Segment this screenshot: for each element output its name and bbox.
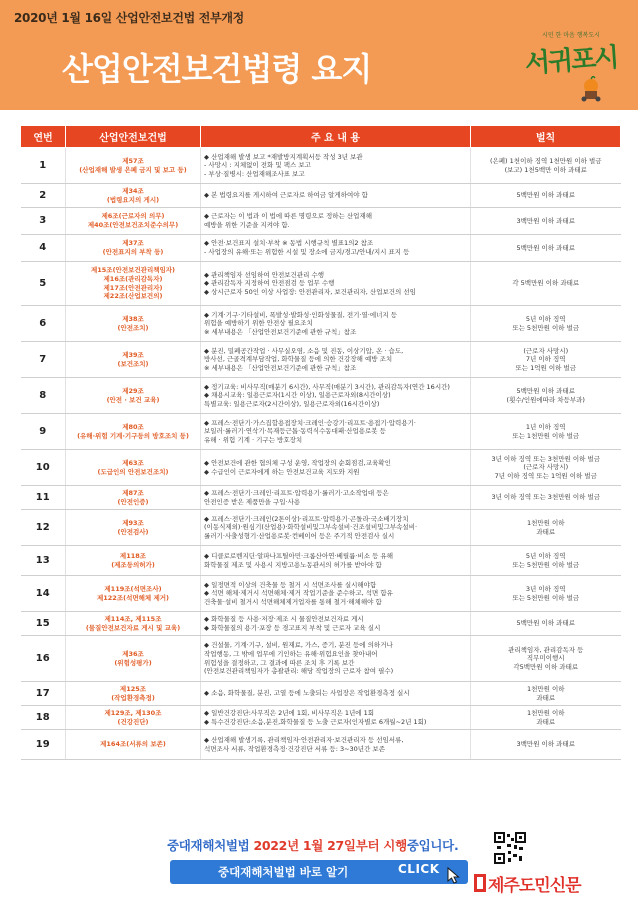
table-row <box>21 306 621 342</box>
law-article-line: (유해·위험 기계·기구등의 방호조치 등) <box>77 431 189 440</box>
main-content-line: 방사선, 근골격계부담작업, 화학물질 등에 의한 건강장해 예방 조치 <box>204 355 393 364</box>
main-content-line: ◆ 수급인이 근로자에게 하는 안전보건교육 지도와 지원 <box>204 467 360 476</box>
main-content-line: ◆ 디클로로벤지딘·알파나프틸아민·크롬산아연·베릴륨·비소 등 유해 <box>204 551 393 560</box>
main-content-cell <box>201 486 471 510</box>
law-article-line: 제122조(석면해체 제거) <box>96 593 169 602</box>
main-content-line: ◆ 안전보건에 관한 협의체 구성 운영, 작업장의 순회점검,교육확인 <box>204 458 391 467</box>
main-content-cell <box>201 208 471 235</box>
main-content-line: ◆ 화학물질의 용기·포장 등 경고표지 부착 및 근로자 교육 실시 <box>204 623 381 632</box>
penalty-line: 3백만원 이하 과태료 <box>516 740 575 749</box>
click-label: CLICK <box>398 862 440 876</box>
penalty-cell <box>471 414 621 450</box>
row-number: 13 <box>21 546 66 576</box>
logo-wordmark: 서귀포시 <box>524 42 619 80</box>
main-content-line: 위험성을 결정하고, 그 결과에 따른 조치 후 기록 보간 <box>204 658 355 667</box>
row-number: 7 <box>21 342 66 378</box>
table-row <box>21 262 621 306</box>
penalty-line: 과태료 <box>536 717 556 726</box>
table-row <box>21 510 621 546</box>
table-row <box>21 636 621 682</box>
penalty-cell <box>471 450 621 486</box>
main-content-line: 롤러기·사출성형기·산업용로봇·컨베이어 등은 주기적 안전검사 실시 <box>204 531 395 540</box>
page-title: 산업안전보건법령 요지 <box>62 50 372 88</box>
law-article-line: 제125조 <box>119 684 147 693</box>
main-content-line: 화학물질 제조 및 사용시 지방고용노동관서의 허가를 받아야 함 <box>204 560 382 569</box>
penalty-line: 7년 이하 징역 또는 1억원 이하 벌금 <box>494 471 597 480</box>
main-content-line: 예방을 위한 기준을 지켜야 함. <box>204 221 290 229</box>
main-content-line: ◆ 프레스·전단기·가스집합용접장치·크레인·승강기·리프트·용접기·압력용기· <box>204 418 416 427</box>
law-article-line: (산업재해 발생 은폐 금지 및 보고 등) <box>79 165 187 174</box>
law-article-cell <box>66 306 201 342</box>
penalty-cell <box>471 612 621 636</box>
enforcement-notice <box>167 836 458 854</box>
penalty-cell <box>471 342 621 378</box>
penalty-cell <box>471 235 621 262</box>
law-article-line: (물질안전보건자료 게시 및 교육) <box>85 623 181 632</box>
penalty-cell <box>471 682 621 706</box>
qr-code-icon[interactable] <box>494 832 526 864</box>
main-content-line: ◆ 화학물질 등 사용·저장·제조 시 물질안전보건자료 게시 <box>204 614 364 623</box>
penalty-line: 또는 5천만원 이하 벌금 <box>512 593 580 602</box>
penalty-line: 1천만원 이하 <box>526 708 565 717</box>
main-content-cell <box>201 306 471 342</box>
law-info-link-button[interactable] <box>170 860 468 884</box>
row-number: 4 <box>21 235 66 262</box>
law-article-cell <box>66 208 201 235</box>
law-article-line: 제119조(석면조사) <box>104 584 162 593</box>
row-number: 19 <box>21 730 66 760</box>
row-number: 10 <box>21 450 66 486</box>
main-content-line: ◆ 소음, 화학물질, 분진, 고열 등에 노출되는 사업장은 작업환경측정 실시 <box>204 689 410 698</box>
table-row <box>21 342 621 378</box>
main-content-line: 작업행동, 그 밖에 업무에 기인하는 유해·위험요인을 찾아내어 <box>204 649 378 658</box>
penalty-cell <box>471 184 621 208</box>
law-article-line: 제57조 <box>122 156 144 165</box>
row-number: 2 <box>21 184 66 208</box>
penalty-line: 5백만원 이하 과태료 <box>516 191 575 200</box>
main-content-line: ◆ 분진, 밀폐공간작업 · 사무실오염, 소음 및 진동, 이상기압, 온 · 습도, <box>204 346 404 355</box>
main-content-line: ◆ 상시근로자 50인 이상 사업장: 안전관리자, 보건관리자, 산업보건의 선임 <box>204 287 416 296</box>
penalty-line: 3년 이하 징역 또는 3천만원 이하 벌금 <box>491 493 601 502</box>
main-content-cell <box>201 546 471 576</box>
penalty-line: 과태료 <box>536 527 556 536</box>
penalty-line: 또는 5천만원 이하 벌금 <box>512 323 580 332</box>
law-summary-table <box>20 125 620 760</box>
logo-slogan: 시민 한 마음 행복도시 <box>542 32 600 39</box>
penalty-line: 5년 이하 징역 <box>525 551 566 560</box>
law-article-cell <box>66 546 201 576</box>
law-article-line: 제93조 <box>122 518 144 527</box>
main-content-cell <box>201 510 471 546</box>
table-row <box>21 148 621 184</box>
law-article-line: 제16조(관리감독자) <box>103 274 163 283</box>
penalty-cell <box>471 706 621 730</box>
law-article-line: (도급인의 안전보건조치) <box>97 467 169 476</box>
revision-date-note: 2020년 1월 16일 산업안전보건법 전부개정 <box>14 11 244 25</box>
law-article-line: 제39조 <box>122 350 144 359</box>
tangerine-mascot-icon <box>576 76 606 102</box>
law-article-cell <box>66 342 201 378</box>
main-content-line: ◆ 기계·기구·기타설비, 폭발성·발화성·인화성물질, 전기·열·에너지 등 <box>204 310 398 319</box>
main-content-line: ◆ 특수건강진단:소음,분진,화학물질 등 노출 근로자(인자별로 6개월~2년 1회) <box>204 717 427 726</box>
law-article-line: 제34조 <box>122 186 144 195</box>
law-article-cell <box>66 235 201 262</box>
law-article-line: (안전인증) <box>117 497 149 506</box>
penalty-line: 5년 이하 징역 <box>525 314 566 323</box>
penalty-cell <box>471 262 621 306</box>
column-header-content: 주 요 내 용 <box>201 126 471 148</box>
newspaper-name: 제주도민신문 <box>488 876 581 896</box>
main-content-line: ◆ 정기교육: 비사무직(매분기 6시간), 사무직(매분기 3시간), 관리감독자(연간 16시간) <box>204 382 450 391</box>
penalty-cell <box>471 510 621 546</box>
main-content-line: (안전보건관리책임자가 총괄관리: 해당 작업장의 근로자 참여 필수) <box>204 667 394 676</box>
law-article-cell <box>66 262 201 306</box>
penalty-line: 1천만원 이하 <box>526 518 565 527</box>
law-article-line: (보건조치) <box>117 359 149 368</box>
table-header-row <box>21 126 621 148</box>
law-article-line: 제29조 <box>122 386 144 395</box>
penalty-line: 또는 5천만원 이하 벌금 <box>512 560 580 569</box>
law-article-line: (제조등의허가) <box>111 560 155 569</box>
table-row <box>21 208 621 235</box>
main-content-line: ◆ 채용시교육: 일용근로자(1시간 이상), 일용근로자외(8시간이상) <box>204 391 391 400</box>
row-number: 17 <box>21 682 66 706</box>
law-article-cell <box>66 184 201 208</box>
penalty-line: 5백만원 이하 과태료 <box>516 619 575 628</box>
table-row <box>21 235 621 262</box>
header-banner <box>0 0 638 110</box>
table-row <box>21 730 621 760</box>
main-content-line: ◆ 석면 해체·제거시 석면해체·제거 작업기준을 준수하고, 석면 함유 <box>204 589 393 598</box>
law-article-cell <box>66 612 201 636</box>
main-content-cell <box>201 636 471 682</box>
main-content-cell <box>201 235 471 262</box>
penalty-cell <box>471 306 621 342</box>
row-number: 1 <box>21 148 66 184</box>
table-row <box>21 486 621 510</box>
penalty-line: 5백만원 이하 과태료 <box>516 386 575 395</box>
law-article-line: 제37조 <box>122 239 144 248</box>
newspaper-logo-icon <box>474 874 486 892</box>
law-article-line: 제38조 <box>122 314 144 323</box>
penalty-line: 5백만원 이하 과태료 <box>516 243 575 252</box>
law-article-line: 제129조, 제130조 <box>104 708 162 717</box>
penalty-line: (은폐) 1천이하 징역 1천만원 이하 벌금 <box>489 156 602 165</box>
table-row <box>21 450 621 486</box>
law-article-line: 제87조 <box>122 488 144 497</box>
main-content-cell <box>201 730 471 760</box>
main-content-line: ◆ 일정면적 이상의 건축물 등 철거 시 석면조사를 실시해야함 <box>204 580 377 589</box>
law-article-line: 제40조(안전보건조치준수의무) <box>87 221 179 229</box>
penalty-line: 3백만원 이하 과태료 <box>516 216 575 225</box>
main-content-line: ※ 세부내용은 「산업안전보건기준에 관한 규칙」참조 <box>204 363 357 372</box>
main-content-cell <box>201 342 471 378</box>
law-article-line: 제6조(근로자의 의무) <box>101 212 165 221</box>
law-article-line: (안전조치) <box>117 323 149 332</box>
law-article-cell <box>66 450 201 486</box>
penalty-cell <box>471 378 621 414</box>
main-content-line: 석면조사 서류, 작업환경측정·건강진단 서류 등: 3~30년간 보존 <box>204 744 385 753</box>
penalty-line: 과태료 <box>536 693 556 702</box>
law-article-line: 제118조 <box>119 551 147 560</box>
penalty-cell <box>471 546 621 576</box>
penalty-line: (근로자 사망시) <box>523 463 569 472</box>
main-content-line: ◆ 안전·보건표지 설치·부착 ※ 동법 시행규칙 별표1의2 참조 <box>204 239 374 248</box>
main-content-cell <box>201 148 471 184</box>
main-content-line: 위험을 예방하기 위한 안전상 필요조치 <box>204 319 313 328</box>
law-article-line: 제80조 <box>122 422 144 431</box>
main-content-line: 보일러·롤러기·연삭기·목재등근톱·동력식수동대패·산업용로봇 등 <box>204 427 386 436</box>
column-header-number: 연번 <box>21 126 66 148</box>
row-number: 8 <box>21 378 66 414</box>
law-article-line: 제164조(서류의 보존) <box>100 740 166 749</box>
main-content-cell <box>201 450 471 486</box>
penalty-line: 각5백만원 이하 과태료 <box>513 662 579 671</box>
row-number: 12 <box>21 510 66 546</box>
penalty-cell <box>471 148 621 184</box>
law-article-cell <box>66 636 201 682</box>
row-number: 15 <box>21 612 66 636</box>
penalty-line: 또는 1천만원 이하 벌금 <box>512 431 580 440</box>
main-content-cell <box>201 414 471 450</box>
main-content-line: ◆ 프레스·전단기·크레인(2톤이상)·리프트·압력용기·곤돌라·국소배기장치 <box>204 514 409 523</box>
law-article-line: 제22조(산업보건의) <box>103 292 163 301</box>
main-content-line: 특별교육: 일용근로자(2시간이상), 일용근로자외(16시간이상) <box>204 399 380 408</box>
law-article-line: (안전검사) <box>117 527 149 536</box>
table-row <box>21 706 621 730</box>
table-row <box>21 682 621 706</box>
row-number: 9 <box>21 414 66 450</box>
main-content-line: - 부상·질병시: 산업재해조사표 보고 <box>204 169 305 178</box>
law-article-line: 제15조(안전보건관리책임자) <box>90 266 176 275</box>
row-number: 3 <box>21 208 66 235</box>
penalty-line: 직무미이행시 <box>526 654 565 663</box>
main-content-line: ※ 세부내용은 「산업안전보건기준에 관한 규칙」참조 <box>204 327 357 336</box>
notice-prefix: 중대재해처벌법 <box>167 838 254 853</box>
law-article-line: (법령요지의 게시) <box>106 195 160 204</box>
main-content-line: ◆ 산업재해 발생 보고 *재발방지계획서등 작성 3년 보관 <box>204 152 363 161</box>
law-article-cell <box>66 576 201 612</box>
main-content-cell <box>201 262 471 306</box>
main-content-line: ◆ 건설물, 기계·기구, 설비, 원재료, 가스, 증기, 분진 등에 의하거나 <box>204 641 393 650</box>
penalty-cell <box>471 576 621 612</box>
main-content-cell <box>201 682 471 706</box>
table-row <box>21 184 621 208</box>
law-article-line: (안전 · 보건 교육) <box>106 395 160 404</box>
main-content-line: 유해 · 위험 기계 · 기구는 방호장치 <box>204 435 303 444</box>
table-row <box>21 378 621 414</box>
main-content-cell <box>201 612 471 636</box>
main-content-line: ◆ 관리감독자 지정하여 안전점검 등 업무 수행 <box>204 279 335 288</box>
law-article-cell <box>66 148 201 184</box>
main-content-line: (이동식제외)·원심기(산업용)·화학설비및그부속설비·건조설비및그부속설비· <box>204 523 418 532</box>
law-article-cell <box>66 486 201 510</box>
table-body <box>21 148 621 760</box>
notice-date: 2022년 1월 27일부터 시행 <box>253 838 407 853</box>
penalty-line: 1년 이하 징역 <box>525 422 566 431</box>
city-logo <box>520 24 622 106</box>
law-article-line: (위험성평가) <box>114 658 152 667</box>
law-article-cell <box>66 706 201 730</box>
penalty-line: 7년 이하 징역 <box>525 355 566 364</box>
law-article-cell <box>66 510 201 546</box>
main-content-line: ◆ 근로자는 이 법과 이 법에 따른 명령으로 정하는 산업재해 <box>204 212 373 221</box>
penalty-line: (근로자 사망시) <box>523 346 569 355</box>
main-content-line: ◆ 프레스·전단기·크레인·리프트·압력용기·롤러기·고소작업대 등은 <box>204 488 389 497</box>
main-content-cell <box>201 706 471 730</box>
law-article-cell <box>66 378 201 414</box>
law-article-line: 제17조(안전관리자) <box>103 283 163 292</box>
table-row <box>21 414 621 450</box>
penalty-line: 1천만원 이하 <box>526 684 565 693</box>
penalty-cell <box>471 486 621 510</box>
row-number: 18 <box>21 706 66 730</box>
row-number: 11 <box>21 486 66 510</box>
main-content-line: ◆ 본 법령요지를 게시하여 근로자로 하여금 알게하여야 함 <box>204 191 368 200</box>
law-article-line: 제36조 <box>122 649 144 658</box>
table-row <box>21 576 621 612</box>
penalty-cell <box>471 730 621 760</box>
row-number: 16 <box>21 636 66 682</box>
main-content-line: 건축물·설비 철거시 석면해체제거업자를 통해 철거·해체해야 함 <box>204 597 382 606</box>
main-content-cell <box>201 378 471 414</box>
main-content-line: ◆ 일반건강진단:사무직은 2년에 1회, 비사무직은 1년에 1회 <box>204 708 375 717</box>
main-content-line: ◆ 관리책임자 선임하여 안전보건관리 수행 <box>204 270 325 279</box>
table-row <box>21 612 621 636</box>
law-article-line: 제114조, 제115조 <box>104 614 162 623</box>
link-label: 중대재해처벌법 바로 알기 <box>218 865 349 879</box>
main-content-line: - 사망시 : 지체없이 전화 및 팩스 보고 <box>204 161 311 170</box>
table-row <box>21 546 621 576</box>
main-content-line: - 사업장의 유해·또는 위험한 시설 및 장소에 금지/경고/안내/지시 표지 등 <box>204 248 410 256</box>
column-header-penalty: 벌칙 <box>471 126 621 148</box>
main-content-line: 안전인증 받은 제품만을 구입·사용 <box>204 497 301 506</box>
penalty-cell <box>471 636 621 682</box>
law-article-line: (안전표지의 부착 등) <box>102 248 164 256</box>
law-article-line: (건강진단) <box>117 717 149 726</box>
law-article-cell <box>66 682 201 706</box>
pointer-cursor-icon <box>446 866 462 884</box>
row-number: 14 <box>21 576 66 612</box>
penalty-line: (보고) 1천5백만 이하 과태료 <box>504 165 587 174</box>
penalty-line: 3년 이하 징역 <box>525 584 566 593</box>
penalty-line: 각 5백만원 이하 과태료 <box>512 279 580 288</box>
law-article-line: (작업환경측정) <box>111 693 155 702</box>
law-article-line: 제63조 <box>122 458 144 467</box>
penalty-cell <box>471 208 621 235</box>
main-content-cell <box>201 576 471 612</box>
notice-suffix: 중입니다. <box>406 838 459 853</box>
penalty-line: (횟수/인원에따라 차등부과) <box>506 395 585 404</box>
penalty-line: 또는 1억원 이하 벌금 <box>515 363 577 372</box>
main-content-line: ◆ 산업재해 발생기록, 관리책임자·안전관리자·보건관리자 등 선임서류, <box>204 735 404 744</box>
row-number: 6 <box>21 306 66 342</box>
column-header-law: 산업안전보건법 <box>66 126 201 148</box>
law-article-cell <box>66 414 201 450</box>
law-article-cell <box>66 730 201 760</box>
penalty-line: 3년 이하 징역 또는 3천만원 이하 벌금 <box>491 454 601 463</box>
main-content-cell <box>201 184 471 208</box>
row-number: 5 <box>21 262 66 306</box>
penalty-line: 관리책임자, 관리감독자 등 <box>508 645 584 654</box>
